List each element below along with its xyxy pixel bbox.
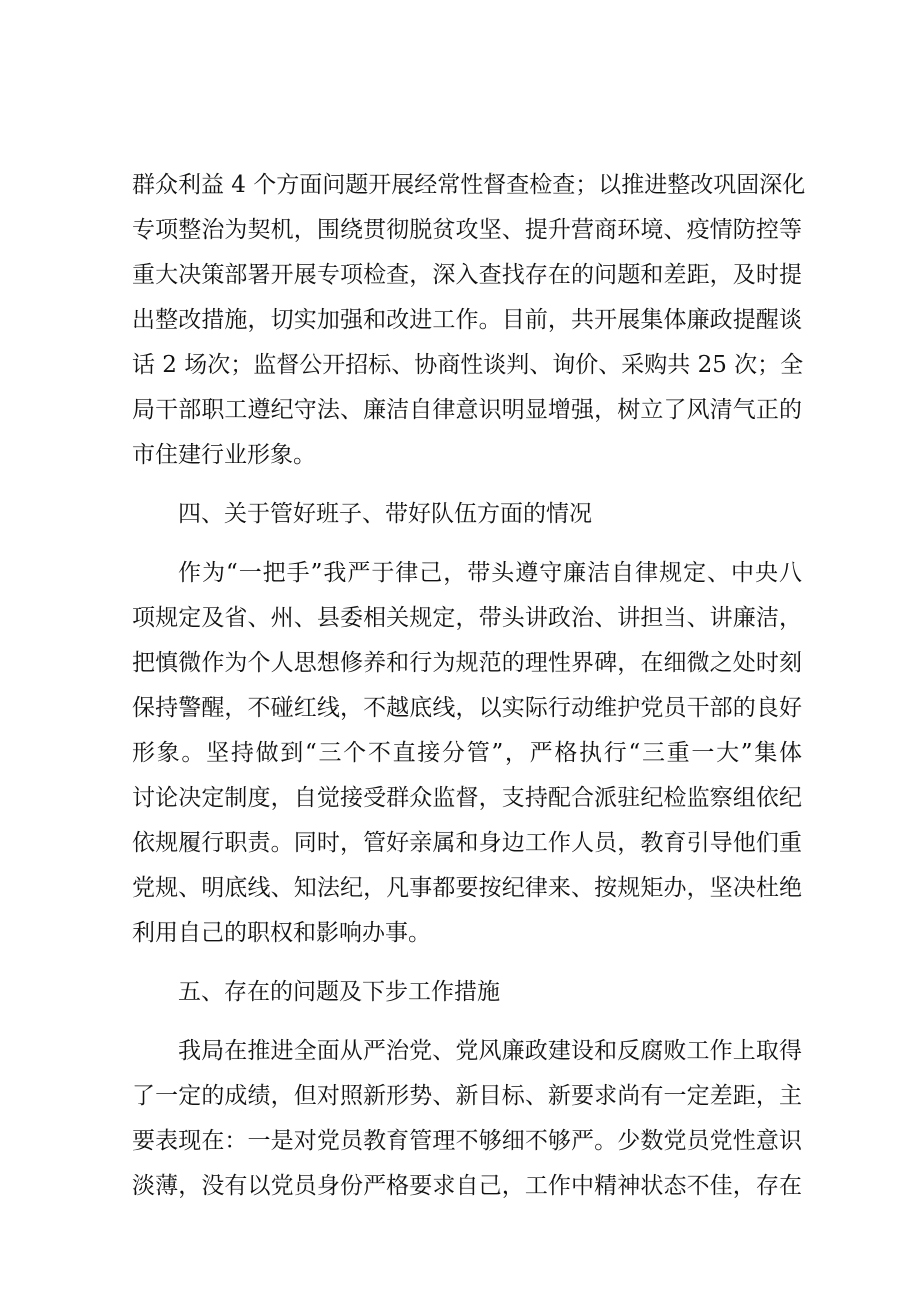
paragraph-line: 要表现在：一是对党员教育管理不够细不够严。少数党员党性意识 bbox=[132, 1128, 802, 1154]
paragraph-1 bbox=[132, 163, 806, 478]
paragraph-line: 重大决策部署开展专项检查，深入查找存在的问题和差距，及时提 bbox=[132, 262, 802, 288]
paragraph-line: 局干部职工遵纪守法、廉洁自律意识明显增强，树立了风清气正的 bbox=[132, 397, 802, 423]
paragraph-line: 专项整治为契机，围绕贯彻脱贫攻坚、提升营商环境、疫情防控等 bbox=[132, 217, 802, 243]
paragraph-gap bbox=[132, 537, 802, 551]
paragraph-line: 把慎微作为个人思想修养和行为规范的理性界碑，在细微之处时刻 bbox=[132, 650, 802, 676]
paragraph-gap bbox=[132, 1015, 802, 1029]
section-heading-5: 五、存在的问题及下步工作措施 bbox=[178, 979, 500, 1005]
paragraph-line: 利用自己的职权和影响办事。 bbox=[132, 920, 431, 946]
paragraph-line: 作为“一把手”我严于律己，带头遵守廉洁自律规定、中央八 bbox=[178, 560, 802, 586]
paragraph-line: 项规定及省、州、县委相关规定，带头讲政治、讲担当、讲廉洁， bbox=[132, 605, 802, 631]
paragraph-line: 依规履行职责。同时，管好亲属和身边工作人员，教育引导他们重 bbox=[132, 830, 802, 856]
paragraph-line: 淡薄，没有以党员身份严格要求自己，工作中精神状态不佳，存在 bbox=[132, 1173, 802, 1199]
paragraph-2 bbox=[132, 551, 802, 956]
paragraph-line: 出整改措施，切实加强和改进工作。目前，共开展集体廉政提醒谈 bbox=[132, 307, 802, 333]
paragraph-3 bbox=[132, 1029, 802, 1209]
paragraph-line: 群众利益 4 个方面问题开展经常性督查检查；以推进整改巩固深化 bbox=[132, 172, 806, 198]
paragraph-line: 市住建行业形象。 bbox=[132, 442, 316, 468]
document-body bbox=[132, 163, 806, 1209]
paragraph-line: 我局在推进全面从严治党、党风廉政建设和反腐败工作上取得 bbox=[178, 1038, 802, 1064]
section-heading-4: 四、关于管好班子、带好队伍方面的情况 bbox=[178, 501, 592, 527]
paragraph-line: 了一定的成绩，但对照新形势、新目标、新要求尚有一定差距，主 bbox=[132, 1083, 802, 1109]
paragraph-line: 党规、明底线、知法纪，凡事都要按纪律来、按规矩办，坚决杜绝 bbox=[132, 875, 802, 901]
paragraph-line: 保持警醒，不碰红线，不越底线，以实际行动维护党员干部的良好 bbox=[132, 695, 802, 721]
paragraph-line: 形象。坚持做到“三个不直接分管”，严格执行“三重一大”集体 bbox=[132, 740, 802, 766]
paragraph-gap bbox=[132, 956, 802, 970]
paragraph-line: 讨论决定制度，自觉接受群众监督，支持配合派驻纪检监察组依纪 bbox=[132, 785, 802, 811]
paragraph-gap bbox=[132, 478, 802, 492]
paragraph-line: 话 2 场次；监督公开招标、协商性谈判、询价、采购共 25 次；全 bbox=[132, 352, 804, 378]
